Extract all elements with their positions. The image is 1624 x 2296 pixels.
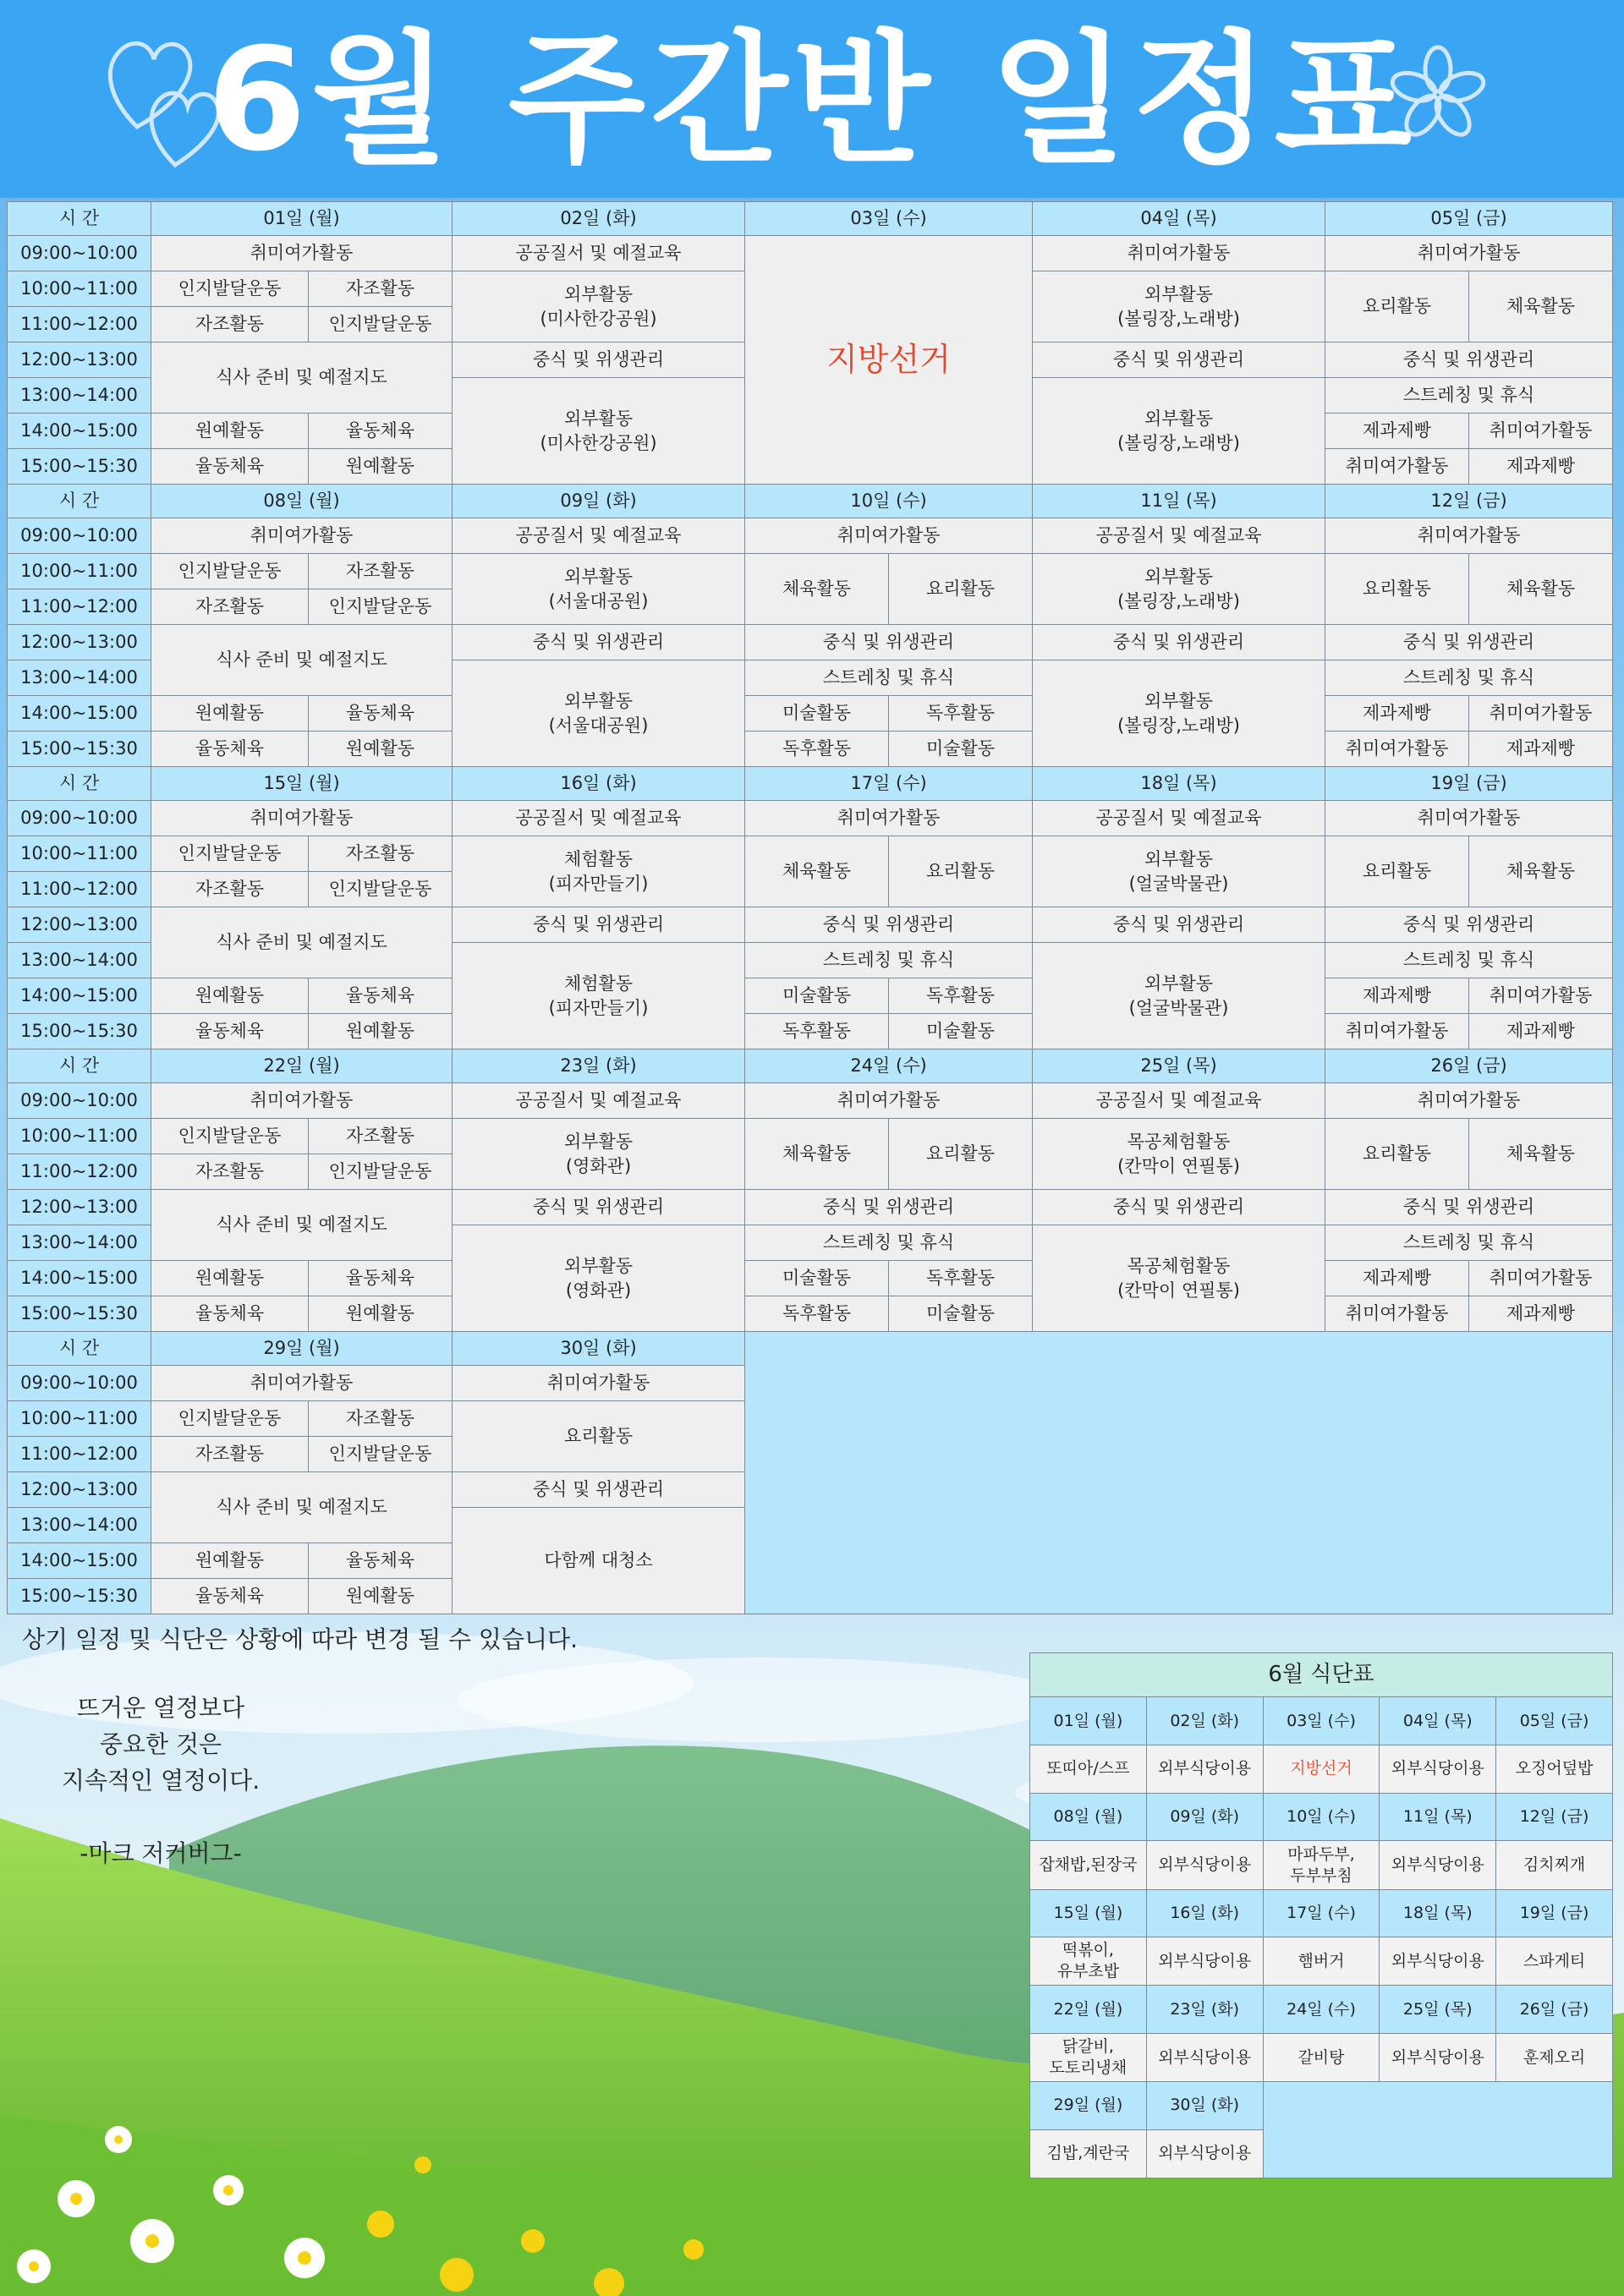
week-header-row (8, 1332, 1613, 1366)
time-slot: 12:00~13:00 (8, 342, 151, 378)
time-header: 시 간 (8, 1049, 151, 1083)
time-slot: 15:00~15:30 (8, 1579, 151, 1614)
menu-meal: 또띠아/스프 (1030, 1745, 1147, 1793)
schedule-row (8, 236, 1613, 271)
menu-holiday: 지방선거 (1263, 1745, 1380, 1793)
schedule-cell: 취미여가활동 (1325, 801, 1613, 836)
schedule-cell: 체육활동 (745, 836, 889, 907)
menu-meal: 외부식당이용 (1380, 1841, 1496, 1889)
schedule-cell: 인지발달운동 (309, 1154, 453, 1190)
schedule-cell: 중식 및 위생관리 (453, 1472, 745, 1508)
schedule-cell: 외부활동 (볼링장,노래방) (1033, 660, 1325, 767)
schedule-cell: 스트레칭 및 휴식 (1325, 1225, 1613, 1261)
schedule-cell: 독후활동 (889, 1261, 1033, 1296)
day-header: 02일 (화) (453, 202, 745, 236)
schedule-cell: 제과제빵 (1469, 449, 1613, 485)
week-header-row (8, 202, 1613, 236)
time-header: 시 간 (8, 767, 151, 801)
schedule-cell: 공공질서 및 예절교육 (1033, 518, 1325, 554)
empty-area (1263, 2082, 1612, 2178)
menu-day: 22일 (월) (1030, 1986, 1147, 2033)
schedule-cell: 중식 및 위생관리 (1033, 907, 1325, 943)
menu-meal: 스파게티 (1496, 1937, 1613, 1986)
schedule-cell: 취미여가활동 (745, 801, 1033, 836)
day-header: 30일 (화) (453, 1332, 745, 1366)
schedule-cell: 독후활동 (745, 732, 889, 767)
time-slot: 12:00~13:00 (8, 1190, 151, 1225)
schedule-cell: 취미여가활동 (1325, 1014, 1469, 1049)
menu-day-row (1030, 1794, 1613, 1841)
page-title: 6월 주간반 일정표 (207, 17, 1417, 183)
schedule-cell: 취미여가활동 (151, 1366, 453, 1401)
time-slot: 11:00~12:00 (8, 872, 151, 907)
schedule-cell: 독후활동 (745, 1296, 889, 1332)
schedule-cell: 독후활동 (889, 978, 1033, 1014)
menu-meal: 외부식당이용 (1146, 1745, 1263, 1793)
menu-meal: 외부식당이용 (1146, 1841, 1263, 1889)
schedule-cell: 공공질서 및 예절교육 (1033, 1083, 1325, 1119)
menu-day: 05일 (금) (1496, 1697, 1613, 1745)
schedule-cell: 외부활동 (미사한강공원) (453, 378, 745, 485)
time-slot: 09:00~10:00 (8, 801, 151, 836)
schedule-cell: 체육활동 (1469, 554, 1613, 625)
day-header: 04일 (목) (1033, 202, 1325, 236)
schedule-cell: 취미여가활동 (151, 1083, 453, 1119)
weekly-schedule-table (7, 201, 1613, 1614)
schedule-cell: 체험활동 (피자만들기) (453, 943, 745, 1049)
schedule-cell: 인지발달운동 (151, 271, 309, 307)
schedule-cell: 체험활동 (피자만들기) (453, 836, 745, 907)
day-header: 29일 (월) (151, 1332, 453, 1366)
schedule-cell: 자조활동 (151, 1437, 309, 1472)
time-header: 시 간 (8, 1332, 151, 1366)
time-slot: 13:00~14:00 (8, 1225, 151, 1261)
menu-meal: 외부식당이용 (1146, 1937, 1263, 1986)
schedule-cell: 자조활동 (309, 836, 453, 872)
schedule-cell: 제과제빵 (1325, 1261, 1469, 1296)
schedule-row (8, 978, 1613, 1014)
schedule-cell: 원예활동 (151, 978, 309, 1014)
time-slot: 10:00~11:00 (8, 1119, 151, 1154)
schedule-cell: 외부활동 (볼링장,노래방) (1033, 271, 1325, 342)
schedule-cell: 미술활동 (889, 1296, 1033, 1332)
schedule-cell: 미술활동 (889, 732, 1033, 767)
schedule-cell: 독후활동 (745, 1014, 889, 1049)
schedule-cell: 외부활동 (미사한강공원) (453, 271, 745, 342)
menu-meal: 외부식당이용 (1380, 1937, 1496, 1986)
schedule-cell: 인지발달운동 (151, 554, 309, 589)
schedule-cell: 중식 및 위생관리 (1325, 342, 1613, 378)
schedule-cell: 스트레칭 및 휴식 (745, 943, 1033, 978)
schedule-cell: 중식 및 위생관리 (453, 907, 745, 943)
schedule-cell: 미술활동 (745, 696, 889, 732)
schedule-cell: 요리활동 (453, 1401, 745, 1472)
holiday-cell: 지방선거 (745, 236, 1033, 485)
menu-day: 11일 (목) (1380, 1794, 1496, 1841)
menu-meal: 잡채밥,된장국 (1030, 1841, 1147, 1889)
schedule-cell: 외부활동 (얼굴박물관) (1033, 836, 1325, 907)
time-slot: 10:00~11:00 (8, 836, 151, 872)
time-slot: 12:00~13:00 (8, 625, 151, 660)
schedule-cell: 원예활동 (309, 1579, 453, 1614)
schedule-cell: 다함께 대청소 (453, 1508, 745, 1614)
schedule-cell: 원예활동 (151, 1543, 309, 1579)
schedule-cell: 인지발달운동 (151, 836, 309, 872)
day-header: 19일 (금) (1325, 767, 1613, 801)
schedule-cell: 취미여가활동 (151, 518, 453, 554)
schedule-cell: 식사 준비 및 예절지도 (151, 1472, 453, 1543)
schedule-cell: 외부활동 (영화관) (453, 1119, 745, 1190)
day-header: 10일 (수) (745, 485, 1033, 518)
schedule-cell: 공공질서 및 예절교육 (453, 518, 745, 554)
schedule-cell: 인지발달운동 (309, 589, 453, 625)
schedule-cell: 취미여가활동 (745, 1083, 1033, 1119)
schedule-cell: 목공체험활동 (칸막이 연필통) (1033, 1225, 1325, 1332)
schedule-cell: 외부활동 (볼링장,노래방) (1033, 554, 1325, 625)
schedule-cell: 취미여가활동 (1469, 1261, 1613, 1296)
time-slot: 10:00~11:00 (8, 1401, 151, 1437)
schedule-cell: 중식 및 위생관리 (1325, 625, 1613, 660)
schedule-cell: 율동체육 (309, 696, 453, 732)
schedule-cell: 요리활동 (889, 836, 1033, 907)
schedule-cell: 외부활동 (영화관) (453, 1225, 745, 1332)
schedule-cell: 식사 준비 및 예절지도 (151, 625, 453, 696)
schedule-cell: 공공질서 및 예절교육 (453, 1083, 745, 1119)
menu-day: 19일 (금) (1496, 1889, 1613, 1937)
schedule-cell: 자조활동 (309, 1401, 453, 1437)
schedule-cell: 제과제빵 (1469, 1014, 1613, 1049)
schedule-cell: 체육활동 (745, 554, 889, 625)
schedule-cell: 제과제빵 (1325, 414, 1469, 449)
day-header: 18일 (목) (1033, 767, 1325, 801)
menu-meal-row (1030, 1841, 1613, 1889)
schedule-cell: 요리활동 (889, 554, 1033, 625)
menu-day: 09일 (화) (1146, 1794, 1263, 1841)
schedule-cell: 중식 및 위생관리 (1033, 1190, 1325, 1225)
schedule-cell: 율동체육 (309, 414, 453, 449)
week-header-row (8, 767, 1613, 801)
menu-meal: 햄버거 (1263, 1937, 1380, 1986)
schedule-cell: 요리활동 (1325, 1119, 1469, 1190)
schedule-cell: 자조활동 (151, 307, 309, 342)
meal-menu-table (1029, 1652, 1613, 2178)
schedule-cell: 취미여가활동 (1469, 978, 1613, 1014)
day-header: 12일 (금) (1325, 485, 1613, 518)
week-header-row (8, 1049, 1613, 1083)
time-slot: 14:00~15:00 (8, 978, 151, 1014)
change-notice: 상기 일정 및 식단은 상황에 따라 변경 될 수 있습니다. (22, 1625, 579, 1653)
day-header: 08일 (월) (151, 485, 453, 518)
schedule-cell: 중식 및 위생관리 (453, 342, 745, 378)
schedule-row (8, 907, 1613, 943)
schedule-cell: 취미여가활동 (151, 801, 453, 836)
time-slot: 13:00~14:00 (8, 660, 151, 696)
schedule-cell: 원예활동 (151, 414, 309, 449)
menu-day: 18일 (목) (1380, 1889, 1496, 1937)
schedule-cell: 독후활동 (889, 696, 1033, 732)
time-slot: 09:00~10:00 (8, 518, 151, 554)
schedule-cell: 미술활동 (745, 978, 889, 1014)
schedule-cell: 인지발달운동 (151, 1119, 309, 1154)
menu-day: 24일 (수) (1263, 1986, 1380, 2033)
schedule-row (8, 1083, 1613, 1119)
schedule-cell: 중식 및 위생관리 (1325, 907, 1613, 943)
schedule-row (8, 801, 1613, 836)
schedule-cell: 중식 및 위생관리 (745, 1190, 1033, 1225)
menu-meal: 외부식당이용 (1146, 2033, 1263, 2081)
schedule-cell: 율동체육 (151, 1296, 309, 1332)
schedule-cell: 중식 및 위생관리 (745, 625, 1033, 660)
schedule-cell: 자조활동 (309, 554, 453, 589)
time-slot: 13:00~14:00 (8, 1508, 151, 1543)
schedule-row (8, 732, 1613, 767)
day-header: 24일 (수) (745, 1049, 1033, 1083)
schedule-cell: 취미여가활동 (1469, 696, 1613, 732)
time-slot: 15:00~15:30 (8, 1014, 151, 1049)
menu-day: 29일 (월) (1030, 2082, 1147, 2129)
time-slot: 11:00~12:00 (8, 307, 151, 342)
schedule-cell: 제과제빵 (1469, 732, 1613, 767)
menu-day: 12일 (금) (1496, 1794, 1613, 1841)
schedule-cell: 중식 및 위생관리 (745, 907, 1033, 943)
schedule-cell: 외부활동 (얼굴박물관) (1033, 943, 1325, 1049)
schedule-cell: 율동체육 (309, 1261, 453, 1296)
time-header: 시 간 (8, 202, 151, 236)
day-header: 25일 (목) (1033, 1049, 1325, 1083)
schedule-cell: 율동체육 (309, 978, 453, 1014)
schedule-cell: 율동체육 (151, 732, 309, 767)
schedule-cell: 체육활동 (1469, 836, 1613, 907)
schedule-cell: 취미여가활동 (1325, 1083, 1613, 1119)
time-slot: 14:00~15:00 (8, 1543, 151, 1579)
schedule-cell: 체육활동 (1469, 271, 1613, 342)
schedule-row (8, 1119, 1613, 1154)
schedule-row (8, 696, 1613, 732)
schedule-row (8, 625, 1613, 660)
schedule-cell: 인지발달운동 (309, 1437, 453, 1472)
quote (34, 1690, 288, 1871)
menu-day: 03일 (수) (1263, 1697, 1380, 1745)
schedule-cell: 요리활동 (1325, 271, 1469, 342)
schedule-cell: 스트레칭 및 휴식 (1325, 378, 1613, 414)
menu-day: 01일 (월) (1030, 1697, 1147, 1745)
schedule-cell: 원예활동 (151, 696, 309, 732)
schedule-cell: 원예활동 (151, 1261, 309, 1296)
time-slot: 14:00~15:00 (8, 696, 151, 732)
empty-area (745, 1332, 1613, 1614)
menu-day: 30일 (화) (1146, 2082, 1263, 2129)
schedule-cell: 체육활동 (1469, 1119, 1613, 1190)
day-header: 09일 (화) (453, 485, 745, 518)
schedule-cell: 요리활동 (889, 1119, 1033, 1190)
schedule-cell: 자조활동 (151, 872, 309, 907)
schedule-cell: 자조활동 (151, 589, 309, 625)
quote-author: -마크 저커버그- (80, 1839, 242, 1867)
day-header: 15일 (월) (151, 767, 453, 801)
schedule-cell: 취미여가활동 (1325, 1296, 1469, 1332)
menu-title: 6월 식단표 (1030, 1653, 1613, 1697)
time-slot: 15:00~15:30 (8, 1296, 151, 1332)
menu-meal-row (1030, 1937, 1613, 1986)
schedule-row (8, 1296, 1613, 1332)
menu-meal: 오징어덮밥 (1496, 1745, 1613, 1793)
schedule-cell: 목공체험활동 (칸막이 연필통) (1033, 1119, 1325, 1190)
quote-line: 뜨거운 열정보다 (76, 1694, 245, 1722)
schedule-row (8, 554, 1613, 589)
menu-day-row (1030, 1889, 1613, 1937)
day-header: 05일 (금) (1325, 202, 1613, 236)
time-slot: 09:00~10:00 (8, 1366, 151, 1401)
schedule-cell: 취미여가활동 (1325, 236, 1613, 271)
schedule-cell: 율동체육 (309, 1543, 453, 1579)
time-slot: 14:00~15:00 (8, 1261, 151, 1296)
menu-meal-row (1030, 2033, 1613, 2081)
schedule-cell: 스트레칭 및 휴식 (745, 1225, 1033, 1261)
time-slot: 10:00~11:00 (8, 271, 151, 307)
schedule-row (8, 1014, 1613, 1049)
time-slot: 12:00~13:00 (8, 907, 151, 943)
time-slot: 11:00~12:00 (8, 1437, 151, 1472)
schedule-cell: 자조활동 (309, 271, 453, 307)
schedule-cell: 체육활동 (745, 1119, 889, 1190)
time-slot: 11:00~12:00 (8, 1154, 151, 1190)
day-header: 01일 (월) (151, 202, 453, 236)
menu-day-row (1030, 2082, 1613, 2129)
menu-day: 25일 (목) (1380, 1986, 1496, 2033)
menu-day: 15일 (월) (1030, 1889, 1147, 1937)
schedule-cell: 취미여가활동 (453, 1366, 745, 1401)
schedule-cell: 제과제빵 (1469, 1296, 1613, 1332)
schedule-cell: 취미여가활동 (1325, 449, 1469, 485)
schedule-row (8, 1190, 1613, 1225)
menu-day: 16일 (화) (1146, 1889, 1263, 1937)
time-header: 시 간 (8, 485, 151, 518)
time-slot: 11:00~12:00 (8, 589, 151, 625)
schedule-cell: 원예활동 (309, 1014, 453, 1049)
schedule-cell: 취미여가활동 (1325, 518, 1613, 554)
menu-day: 04일 (목) (1380, 1697, 1496, 1745)
menu-meal: 닭갈비, 도토리냉채 (1030, 2033, 1147, 2081)
day-header: 26일 (금) (1325, 1049, 1613, 1083)
schedule-row (8, 1261, 1613, 1296)
day-header: 11일 (목) (1033, 485, 1325, 518)
menu-meal: 김밥,계란국 (1030, 2129, 1147, 2178)
quote-line: 중요한 것은 (99, 1730, 222, 1758)
menu-meal: 마파두부, 두부부침 (1263, 1841, 1380, 1889)
menu-title-row (1030, 1653, 1613, 1697)
day-header: 22일 (월) (151, 1049, 453, 1083)
schedule-cell: 취미여가활동 (1033, 236, 1325, 271)
menu-meal: 훈제오리 (1496, 2033, 1613, 2081)
time-slot: 13:00~14:00 (8, 943, 151, 978)
schedule-cell: 원예활동 (309, 449, 453, 485)
day-header: 03일 (수) (745, 202, 1033, 236)
menu-meal: 외부식당이용 (1146, 2129, 1263, 2178)
menu-day-row (1030, 1986, 1613, 2033)
menu-day: 10일 (수) (1263, 1794, 1380, 1841)
schedule-cell: 취미여가활동 (745, 518, 1033, 554)
week-header-row (8, 485, 1613, 518)
menu-day: 17일 (수) (1263, 1889, 1380, 1937)
schedule-cell: 식사 준비 및 예절지도 (151, 342, 453, 414)
schedule-cell: 율동체육 (151, 1579, 309, 1614)
time-slot: 12:00~13:00 (8, 1472, 151, 1508)
schedule-cell: 제과제빵 (1325, 978, 1469, 1014)
time-slot: 10:00~11:00 (8, 554, 151, 589)
schedule-cell: 요리활동 (1325, 554, 1469, 625)
schedule-cell: 공공질서 및 예절교육 (453, 236, 745, 271)
time-slot: 14:00~15:00 (8, 414, 151, 449)
schedule-cell: 인지발달운동 (151, 1401, 309, 1437)
time-slot: 15:00~15:30 (8, 732, 151, 767)
schedule-cell: 원예활동 (309, 732, 453, 767)
schedule-cell: 공공질서 및 예절교육 (453, 801, 745, 836)
schedule-cell: 스트레칭 및 휴식 (1325, 660, 1613, 696)
schedule-cell: 원예활동 (309, 1296, 453, 1332)
time-slot: 15:00~15:30 (8, 449, 151, 485)
schedule-cell: 제과제빵 (1325, 696, 1469, 732)
schedule-cell: 율동체육 (151, 1014, 309, 1049)
menu-day: 08일 (월) (1030, 1794, 1147, 1841)
schedule-cell: 자조활동 (309, 1119, 453, 1154)
schedule-cell: 중식 및 위생관리 (1033, 625, 1325, 660)
time-slot: 13:00~14:00 (8, 378, 151, 414)
menu-day: 02일 (화) (1146, 1697, 1263, 1745)
schedule-cell: 인지발달운동 (309, 307, 453, 342)
schedule-cell: 외부활동 (볼링장,노래방) (1033, 378, 1325, 485)
schedule-cell: 율동체육 (151, 449, 309, 485)
schedule-cell: 요리활동 (1325, 836, 1469, 907)
schedule-cell: 자조활동 (151, 1154, 309, 1190)
schedule-cell: 외부활동 (서울대공원) (453, 660, 745, 767)
menu-meal: 갈비탕 (1263, 2033, 1380, 2081)
schedule-row (8, 518, 1613, 554)
schedule-cell: 외부활동 (서울대공원) (453, 554, 745, 625)
menu-meal-row (1030, 1745, 1613, 1793)
schedule-cell: 미술활동 (745, 1261, 889, 1296)
menu-meal: 외부식당이용 (1380, 2033, 1496, 2081)
day-header: 17일 (수) (745, 767, 1033, 801)
schedule-cell: 중식 및 위생관리 (1325, 1190, 1613, 1225)
schedule-cell: 식사 준비 및 예절지도 (151, 1190, 453, 1261)
schedule-cell: 취미여가활동 (151, 236, 453, 271)
schedule-cell: 식사 준비 및 예절지도 (151, 907, 453, 978)
schedule-cell: 미술활동 (889, 1014, 1033, 1049)
menu-day-row (1030, 1697, 1613, 1745)
schedule-cell: 취미여가활동 (1469, 414, 1613, 449)
menu-meal: 김치찌개 (1496, 1841, 1613, 1889)
schedule-cell: 인지발달운동 (309, 872, 453, 907)
time-slot: 09:00~10:00 (8, 236, 151, 271)
schedule-cell: 공공질서 및 예절교육 (1033, 801, 1325, 836)
schedule-cell: 취미여가활동 (1325, 732, 1469, 767)
schedule-cell: 스트레칭 및 휴식 (745, 660, 1033, 696)
schedule-row (8, 836, 1613, 872)
menu-day: 23일 (화) (1146, 1986, 1263, 2033)
menu-meal: 떡볶이, 유부초밥 (1030, 1937, 1147, 1986)
schedule-cell: 스트레칭 및 휴식 (1325, 943, 1613, 978)
time-slot: 09:00~10:00 (8, 1083, 151, 1119)
schedule-cell: 중식 및 위생관리 (453, 1190, 745, 1225)
menu-day: 26일 (금) (1496, 1986, 1613, 2033)
schedule-cell: 중식 및 위생관리 (453, 625, 745, 660)
schedule-cell: 중식 및 위생관리 (1033, 342, 1325, 378)
day-header: 23일 (화) (453, 1049, 745, 1083)
quote-line: 지속적인 열정이다. (61, 1767, 261, 1795)
menu-meal: 외부식당이용 (1380, 1745, 1496, 1793)
day-header: 16일 (화) (453, 767, 745, 801)
